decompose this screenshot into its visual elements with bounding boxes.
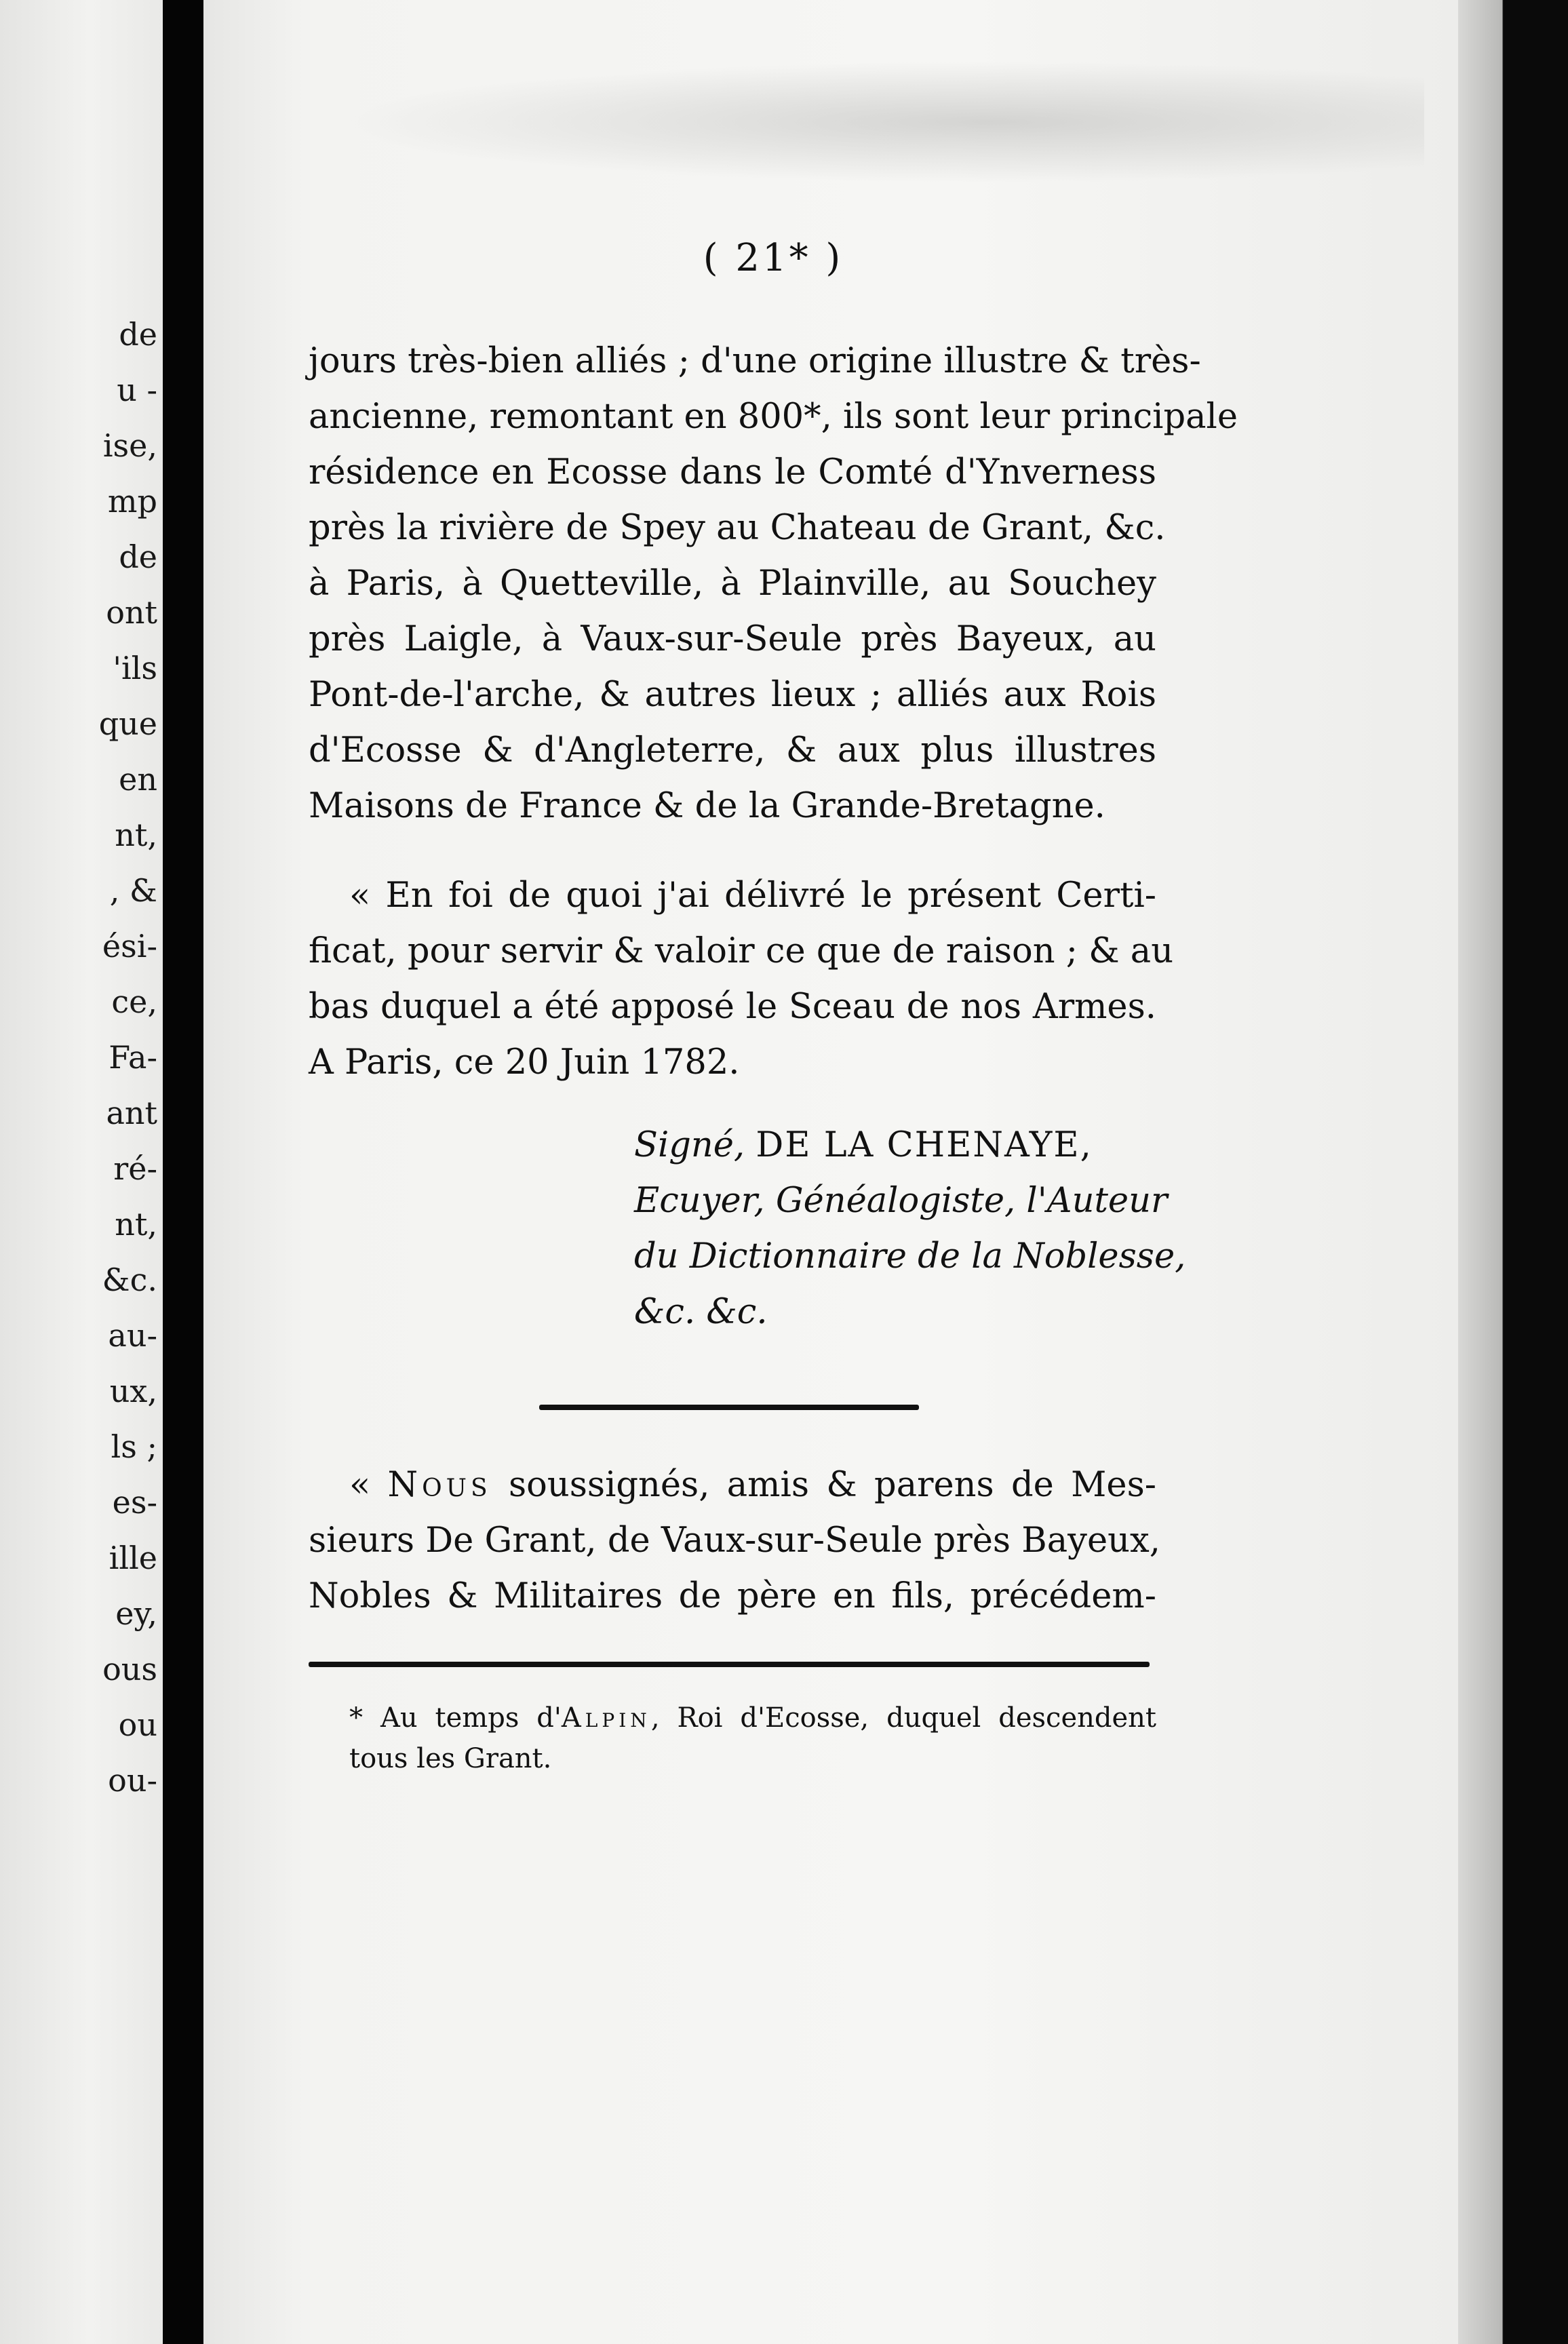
facing-page-text-fragment: que	[98, 705, 157, 742]
book-gutter	[163, 0, 203, 2344]
page-number: ( 21* )	[703, 236, 844, 280]
nous-word: Nous	[387, 1465, 492, 1505]
footnote	[309, 1698, 1156, 1779]
facing-page-text-fragment: Fa-	[109, 1039, 157, 1076]
facing-page-text-fragment: ce,	[111, 983, 157, 1020]
facing-page-text-fragment: mp	[107, 483, 157, 520]
paragraph-undersigned	[309, 1458, 1160, 1624]
text-line: Nobles & Militaires de père en fils, précédem-	[309, 1576, 1156, 1616]
facing-page-text-fragment: ls ;	[111, 1428, 157, 1465]
page-content	[309, 231, 1238, 1779]
text-segment: * Au temps d'	[349, 1702, 562, 1734]
facing-page-text-fragment: ant	[106, 1095, 157, 1131]
facing-page-text-fragment: , &	[109, 872, 157, 909]
text-line: résidence en Ecosse dans le Comté d'Ynverness	[309, 452, 1156, 492]
facing-page-text-fragment: ré-	[113, 1150, 157, 1187]
facing-page-text-fragment: nt,	[115, 817, 157, 853]
text-line: ficat, pour servir & valoir ce que de raison ; & au	[309, 931, 1174, 971]
facing-page-text-fragment: ey,	[115, 1595, 157, 1632]
facing-page-text-fragment: en	[119, 761, 157, 798]
facing-page-text-fragment: ési-	[102, 928, 157, 964]
text-line	[349, 1458, 1156, 1513]
facing-page-text-fragment: ux,	[109, 1373, 157, 1409]
text-line: d'Ecosse & d'Angleterre, & aux plus illustres	[309, 730, 1156, 770]
facing-page-text-fragment: nt,	[115, 1206, 157, 1243]
paragraph-lineage	[309, 334, 1238, 834]
text-line: près la rivière de Spey au Chateau de Grant, &c.	[309, 508, 1166, 548]
text-line: ancienne, remontant en 800*, ils sont leur principale	[309, 397, 1238, 437]
facing-page-text-fragment: u -	[117, 372, 157, 408]
text-line: « En foi de quoi j'ai délivré le présent Certi-	[349, 876, 1156, 916]
facing-page-text-fragment: ou	[118, 1706, 157, 1743]
facing-page-fragment	[0, 0, 163, 2344]
open-quote: «	[349, 1465, 371, 1505]
footnote-line	[349, 1698, 1156, 1738]
text-line: bas duquel a été apposé le Sceau de nos Armes.	[309, 987, 1156, 1027]
section-divider	[539, 1405, 919, 1410]
footnote-divider	[309, 1662, 1150, 1667]
signature-block	[309, 1118, 1186, 1340]
text-line: Pont-de-l'arche, & autres lieux ; alliés aux Rois	[309, 675, 1156, 715]
facing-page-text-fragment: ise,	[102, 427, 157, 464]
facing-page-text-fragment: ous	[102, 1651, 157, 1687]
facing-page-text-fragment: ou-	[108, 1762, 157, 1799]
text-line: près Laigle, à Vaux-sur-Seule près Bayeux, au	[309, 619, 1156, 659]
text-line: jours très-bien alliés ; d'une origine illustre & très-	[309, 341, 1201, 381]
signature-line	[634, 1118, 1156, 1173]
facing-page-text-fragment: ont	[106, 594, 157, 631]
page-edge	[1458, 0, 1568, 2344]
signatory-name: DE LA CHENAYE,	[756, 1125, 1093, 1165]
text-line: Maisons de France & de la Grande-Bretagne.	[309, 786, 1105, 826]
alpin-name: Alpin	[561, 1702, 651, 1734]
paper-stain	[339, 61, 1424, 183]
text-segment: soussignés, amis & parens de Mes-	[509, 1465, 1156, 1505]
facing-page-text-fragment: au-	[108, 1317, 157, 1354]
signatory-title: Ecuyer, Généalogiste, l'Auteur	[634, 1181, 1168, 1221]
footnote-line: tous les Grant.	[349, 1743, 552, 1774]
text-line: sieurs De Grant, de Vaux-sur-Seule près Bayeux,	[309, 1521, 1160, 1561]
text-line: A Paris, ce 20 Juin 1782.	[309, 1042, 740, 1082]
signe-label: Signé,	[634, 1125, 745, 1165]
facing-page-text-fragment: es-	[112, 1484, 157, 1521]
facing-page-text-fragment: de	[119, 539, 157, 575]
facing-page-text-fragment: ille	[109, 1540, 157, 1576]
text-segment: , Roi d'Ecosse, duquel descendent	[650, 1702, 1157, 1734]
facing-page-text-fragment: 'ils	[113, 650, 157, 686]
text-line: à Paris, à Quetteville, à Plainville, au Souchey	[309, 564, 1156, 604]
signatory-title: du Dictionnaire de la Noblesse,	[634, 1236, 1186, 1276]
signatory-title: &c. &c.	[634, 1292, 768, 1332]
paragraph-certificate	[309, 868, 1174, 1091]
facing-page-text-fragment: &c.	[102, 1262, 157, 1298]
facing-page-text-fragment: de	[119, 316, 157, 353]
